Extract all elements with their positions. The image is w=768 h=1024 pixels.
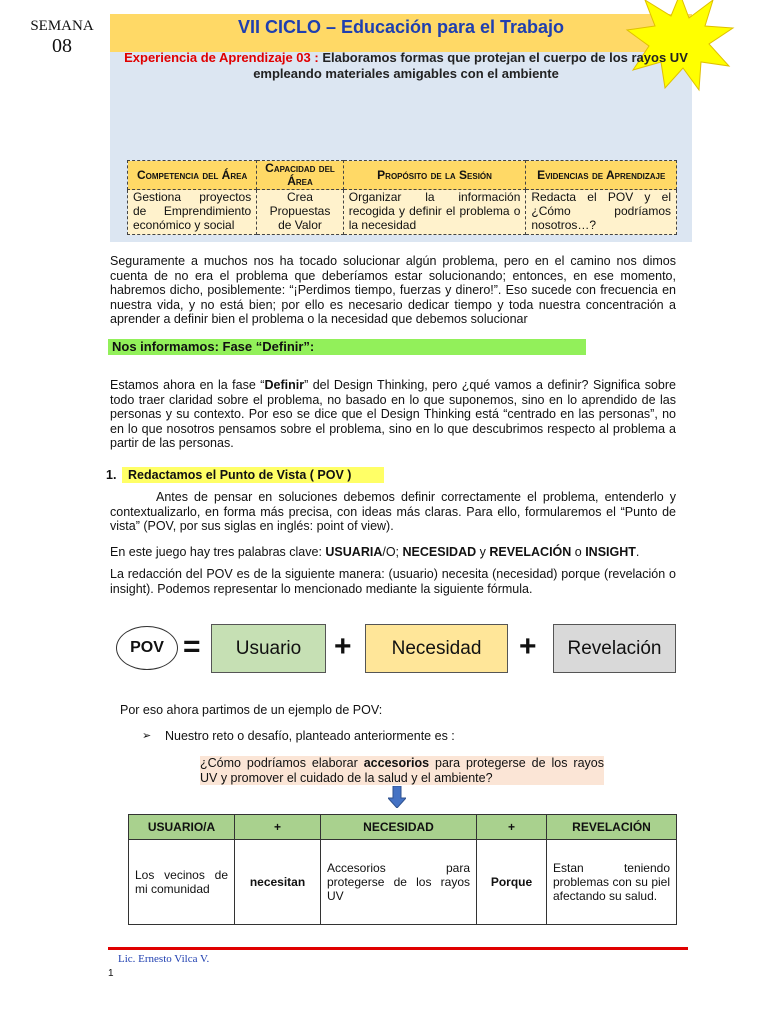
keywords-line xyxy=(110,545,676,559)
table-row xyxy=(128,190,677,235)
keyword-necesidad: NECESIDAD xyxy=(402,545,477,559)
question-bold: accesorios xyxy=(363,756,430,770)
header-proposito: Propósito de la Sesión xyxy=(343,161,526,190)
footer-author: Lic. Ernesto Vilca V. xyxy=(118,953,210,965)
cell-necesidad: Accesorios para protegerse de los rayos UV xyxy=(321,840,477,925)
cell-evidencias: Redacta el POV y el ¿Cómo podríamos nosotros…? xyxy=(526,190,677,235)
pov-section-number: 1. xyxy=(106,468,117,482)
page-number: 1 xyxy=(108,968,114,979)
learning-experience-text: Elaboramos formas que protejan el cuerpo de los rayos UV empleando materiales amigables con el ambiente xyxy=(253,50,688,81)
arrow-down-icon xyxy=(388,786,406,808)
competency-table-header xyxy=(128,161,677,190)
learning-experience-label: Experiencia de Aprendizaje 03 : xyxy=(124,50,319,65)
keywords-sep1: /O; xyxy=(382,545,403,559)
intro-paragraph: Seguramente a muchos nos ha tocado solucionar algún problema, pero en el camino nos dimos cuenta de no era el problema que deberíamos estar solucionando; entonces, en ese momento, habremos dicho, posiblemente: “¡Perdimos tiempo, fuerzas y dinero!”. Eso sucede con frecuencia en nuestra vida, y no está bien; por ello es necesario dedicar tiempo y toda nuestra concentración a aprender a definir bien el problema o la necesidad que debemos solucionar xyxy=(110,254,676,326)
week-label xyxy=(22,18,102,58)
keywords-pre: En este juego hay tres palabras clave: xyxy=(110,545,326,559)
example-table-header xyxy=(129,815,677,840)
header-usuario: USUARIO/A xyxy=(129,815,235,840)
formula-usuario-box: Usuario xyxy=(211,624,326,673)
definir-pre: Estamos ahora en la fase “ xyxy=(110,378,265,392)
cell-usuario: Los vecinos de mi comunidad xyxy=(129,840,235,925)
bullet-arrow-icon: ➢ xyxy=(142,730,152,742)
redaccion-paragraph: La redacción del POV es de la siguiente manera: (usuario) necesita (necesidad) porque (revelación o insight). Podemos representar lo mencionado mediante la siguiente fórmula. xyxy=(110,567,676,596)
keywords-sep2: y xyxy=(476,545,490,559)
formula-revelacion-box: Revelación xyxy=(553,624,676,673)
header-competencia: Competencia del Área xyxy=(128,161,257,190)
page-title: VII CICLO – Educación para el Trabajo xyxy=(237,17,565,37)
question-post: para protegerse de los rayos UV y promover el cuidado de la salud y el ambiente? xyxy=(200,756,604,785)
plus-sign: + xyxy=(519,630,537,663)
pov-ellipse: POV xyxy=(116,626,178,670)
keywords-end: . xyxy=(635,545,640,559)
challenge-bullet: Nuestro reto o desafío, planteado anteriormente es : xyxy=(165,729,455,743)
cell-porque: Porque xyxy=(477,840,547,925)
challenge-question xyxy=(200,756,604,785)
week-number: 08 xyxy=(52,35,72,57)
question-pre: ¿Cómo podríamos elaborar xyxy=(200,756,364,770)
header-evidencias: Evidencias de Aprendizaje xyxy=(526,161,677,190)
section-heading-informamos: Nos informamos: Fase “Definir”: xyxy=(112,339,315,354)
formula-necesidad-box: Necesidad xyxy=(365,624,508,673)
footer-divider xyxy=(108,947,688,950)
example-intro: Por eso ahora partimos de un ejemplo de POV: xyxy=(120,703,383,717)
header-plus: + xyxy=(477,815,547,840)
cell-necesitan: necesitan xyxy=(235,840,321,925)
cell-capacidad: Crea Propuestas de Valor xyxy=(257,190,344,235)
equals-sign: = xyxy=(183,630,201,663)
keyword-usuaria: USUARIA xyxy=(325,545,383,559)
week-label-text: SEMANA xyxy=(30,18,94,34)
header-capacidad: Capacidad del Área xyxy=(257,161,344,190)
keywords-sep3: o xyxy=(571,545,586,559)
keyword-revelacion: REVELACIÓN xyxy=(489,545,572,559)
keyword-insight: INSIGHT xyxy=(585,545,636,559)
cell-competencia: Gestiona proyectos de Emprendimiento económico y social xyxy=(128,190,257,235)
plus-sign: + xyxy=(334,630,352,663)
learning-experience xyxy=(120,50,692,82)
header-necesidad: NECESIDAD xyxy=(321,815,477,840)
definir-post: ” del Design Thinking, pero ¿qué vamos a definir? Significa sobre todo traer claridad sobre el problema, no basado en lo que suponemos, sino en lo aprendido de las personas y su contexto. Por eso se dice que el Design Thinking está “centrado en las personas”, no en lo que nosotros pensamos sobre el problema, sino en lo que descubrimos respecto al problema a partir de las personas. xyxy=(110,378,676,450)
competency-table xyxy=(127,160,677,235)
cell-revelacion: Estan teniendo problemas con su piel afectando su salud. xyxy=(547,840,677,925)
definir-bold: Definir xyxy=(264,378,305,392)
header-revelacion: REVELACIÓN xyxy=(547,815,677,840)
antes-paragraph: Antes de pensar en soluciones debemos definir correctamente el problema, entenderlo y contextualizarlo, en forma más precisa, con ideas más claras. Para ello, formularemos el “Punto de vista” (POV, por sus siglas en inglés: point of view). xyxy=(110,490,676,533)
table-row xyxy=(129,840,677,925)
definir-paragraph xyxy=(110,378,676,451)
cell-proposito: Organizar la información recogida y definir el problema o la necesidad xyxy=(343,190,526,235)
pov-section-title: Redactamos el Punto de Vista ( POV ) xyxy=(128,468,352,482)
pov-section-heading xyxy=(106,467,351,483)
header-plus: + xyxy=(235,815,321,840)
pov-example-table xyxy=(128,814,677,925)
